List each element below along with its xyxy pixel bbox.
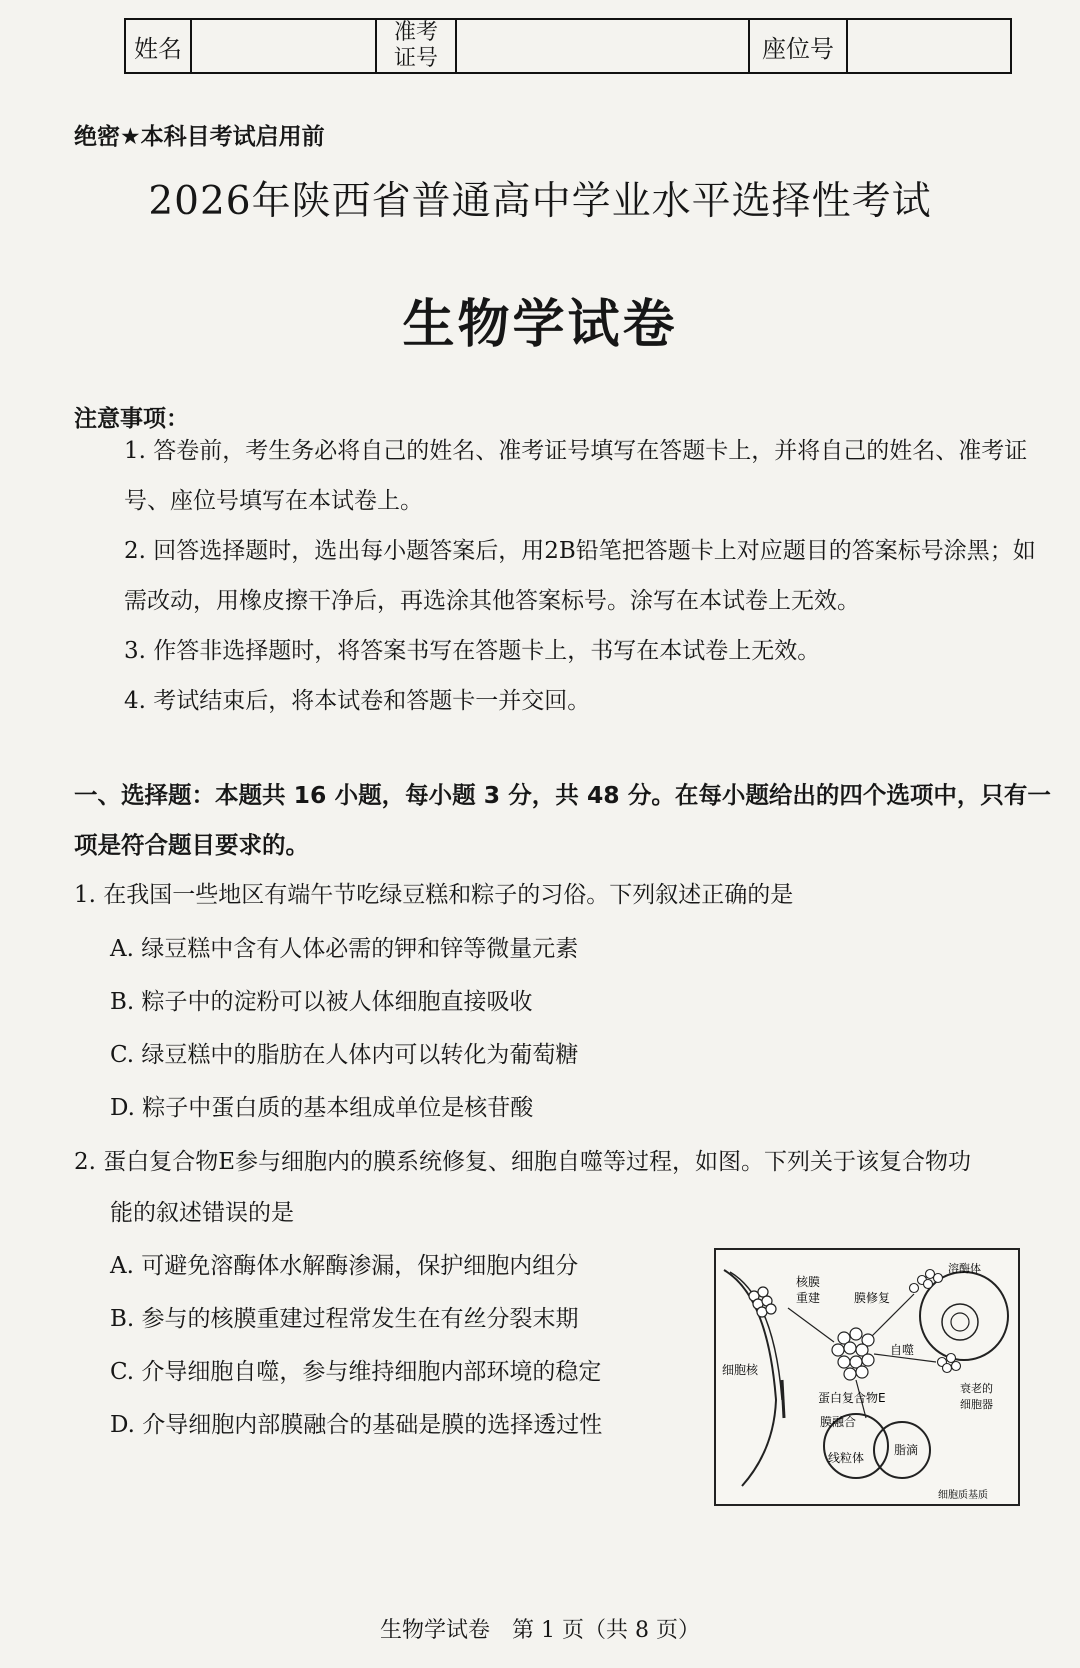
label-aged-organelle-2: 细胞器: [960, 1398, 993, 1411]
label-nuclear-rebuild-2: 重建: [796, 1291, 821, 1305]
notice-heading: 注意事项：: [74, 406, 189, 432]
question-1-option-a: A. 绿豆糕中含有人体必需的钾和锌等微量元素: [110, 936, 579, 962]
notice-item-3: [74, 626, 1054, 676]
ticket-field: [457, 20, 750, 72]
label-autophagy: 自噬: [890, 1343, 915, 1357]
notice-item-2: [74, 526, 1054, 626]
nuclear-gap-segment: [782, 1380, 784, 1418]
confidential-note: 绝密★本科目考试启用前: [74, 124, 325, 150]
cell-diagram: [716, 1250, 1018, 1504]
label-membrane-repair: 膜修复: [854, 1291, 891, 1305]
notice-text: 4. 考试结束后，将本试卷和答题卡一并交回。: [124, 688, 591, 714]
exam-title: 2026年陕西省普通高中学业水平选择性考试: [148, 179, 932, 224]
notice-item-4: [74, 676, 1054, 726]
ticket-label-line2: 证号: [393, 46, 438, 71]
section-heading: 一、选择题：本题共 16 小题，每小题 3 分，共 48 分。在每小题给出的四个选项中，只有一项是符合题目要求的。: [74, 781, 1051, 859]
question-1-stem: 1. 在我国一些地区有端午节吃绿豆糕和粽子的习俗。下列叙述正确的是: [74, 882, 794, 908]
question-2-stem-line2: 能的叙述错误的是: [110, 1200, 294, 1226]
question-1-option-c: C. 绿豆糕中的脂肪在人体内可以转化为葡萄糖: [110, 1042, 579, 1068]
lysosome-membrane: [920, 1272, 1008, 1360]
seat-label: 座位号: [750, 20, 848, 72]
label-nuclear-rebuild-1: 核膜: [796, 1275, 821, 1289]
notice-text: 3. 作答非选择题时，将答案书写在答题卡上，书写在本试卷上无效。: [124, 638, 821, 664]
label-lipid-droplet: 脂滴: [894, 1443, 919, 1457]
question-2-option-a: A. 可避免溶酶体水解酶渗漏，保护细胞内组分: [110, 1253, 579, 1279]
ticket-label: [377, 20, 457, 72]
name-field: [192, 20, 377, 72]
cell-diagram-figure: [714, 1248, 1020, 1506]
notice-text: 2. 回答选择题时，选出每小题答案后，用2B铅笔把答题卡上对应题目的答案标号涂黑；如需改动，用橡皮擦干净后，再选涂其他答案标号。涂写在本试卷上无效。: [124, 538, 1036, 614]
label-cytoplasm: 细胞质基质: [938, 1490, 988, 1501]
question-2-stem-line1: 2. 蛋白复合物E参与细胞内的膜系统修复、细胞自噬等过程，如图。下列关于该复合物功: [74, 1149, 972, 1175]
protein-cluster-lysosome: [910, 1270, 943, 1293]
label-mitochondrion: 线粒体: [828, 1451, 865, 1465]
protein-cluster-autophagy: [938, 1354, 961, 1373]
label-complex-e: 蛋白复合物E: [818, 1391, 886, 1405]
label-membrane-fusion: 膜融合: [820, 1415, 857, 1429]
label-nucleus: 细胞核: [722, 1363, 759, 1377]
complex-e-cluster: [832, 1328, 874, 1380]
aged-organelle: [942, 1304, 978, 1340]
notice-item-1: [74, 426, 1054, 526]
ticket-label-line1: 准考: [393, 20, 438, 45]
question-1-option-d: D. 粽子中蛋白质的基本组成单位是核苷酸: [110, 1095, 534, 1121]
question-2-option-c: C. 介导细胞自噬，参与维持细胞内部环境的稳定: [110, 1359, 602, 1385]
label-lysosome: 溶酶体: [948, 1262, 981, 1275]
question-2-option-b: B. 参与的核膜重建过程常发生在有丝分裂末期: [110, 1306, 579, 1332]
candidate-info-table: [124, 18, 1012, 74]
name-label: 姓名: [126, 20, 192, 72]
question-1-option-b: B. 粽子中的淀粉可以被人体细胞直接吸收: [110, 989, 533, 1015]
subject-title: 生物学试卷: [402, 295, 678, 355]
question-2-option-d: D. 介导细胞内部膜融合的基础是膜的选择透过性: [110, 1412, 603, 1438]
organelle-core: [951, 1313, 969, 1331]
page-footer: 生物学试卷 第 1 页（共 8 页）: [380, 1618, 700, 1643]
notice-text: 1. 答卷前，考生务必将自己的姓名、准考证号填写在答题卡上，并将自己的姓名、准考证号、座位号填写在本试卷上。: [124, 438, 1028, 514]
label-aged-organelle-1: 衰老的: [960, 1382, 993, 1395]
seat-field: [848, 20, 1010, 72]
protein-cluster-nuclear: [749, 1287, 776, 1317]
